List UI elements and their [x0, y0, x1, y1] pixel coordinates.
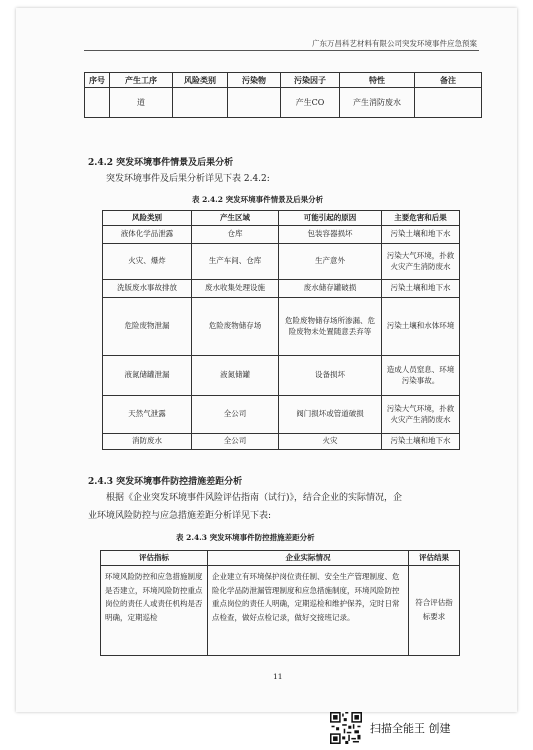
table-cell: 全公司: [192, 395, 279, 433]
table-row: [103, 433, 460, 449]
table-cell: 道: [110, 88, 173, 118]
table-cell: 全公司: [192, 433, 279, 449]
table-header-cell: 主要危害和后果: [382, 211, 460, 226]
table-cell: 仓库: [192, 225, 279, 243]
table-header-cell: 风险类别: [103, 211, 192, 226]
table-cell: [173, 88, 228, 118]
table-cell: 生产车间、仓库: [192, 243, 279, 279]
table-cell: 产生CO: [281, 88, 340, 118]
table-row: [103, 243, 460, 279]
table-cell: 液氮储罐泄漏: [103, 355, 192, 395]
table-cell: 危险废物储存场所渗漏、危险废物未处置随意丢弃等: [279, 297, 382, 355]
table-cell: 生产意外: [279, 243, 382, 279]
table-cell: 污染大气环境，扑救火灾产生消防废水: [382, 243, 460, 279]
section-intro-2-4-2: 突发环境事件及后果分析详见下表 2.4.2:: [106, 174, 270, 184]
table-cell: 污染大气环境，扑救火灾产生消防废水: [382, 395, 460, 433]
table-header-cell: 产生工序: [110, 73, 173, 88]
table-cell: 污染土壤和地下水: [382, 279, 460, 297]
table-cell: 环境风险防控和应急措施制度是否建立，环境风险防控重点岗位的责任人或责任机构是否明确，定期巡检: [101, 565, 208, 655]
table-cell: 污染土壤和地下水: [382, 225, 460, 243]
table-row: [103, 395, 460, 433]
running-header: 广东万昌科艺材料有限公司突发环境事件应急预案: [312, 39, 477, 48]
qr-code-icon: [330, 712, 362, 744]
section-intro-2-4-3-line2: 业环境风险防控与应急措施差距分析详见下表:: [88, 511, 272, 521]
table-cell: 废水储存罐破损: [279, 279, 382, 297]
table-cell: 危险废物储存场: [192, 297, 279, 355]
table-cell: 消防废水: [103, 433, 192, 449]
table-row: [85, 88, 482, 118]
table-cell: 洗版废水事故排放: [103, 279, 192, 297]
table-header-row: [103, 211, 460, 226]
table-cell: 污染土壤和地下水: [382, 433, 460, 449]
table-cell: 企业建立有环境保护岗位责任制、安全生产管理制度、危险化学品防泄漏管理制度和应急措施制度，环境风险防控重点岗位的责任人明确，定期巡检和维护保养，定时日常点检查，做好点检记录，做好交接班记录。: [208, 565, 409, 655]
table-header-cell: 序号: [85, 73, 110, 88]
scanner-watermark: [330, 712, 451, 744]
table-row: [103, 297, 460, 355]
table-cell: 火灾: [279, 433, 382, 449]
table-header-cell: 备注: [415, 73, 482, 88]
table-header-cell: 污染物: [228, 73, 281, 88]
table-cell: 符合评估指标要求: [409, 565, 460, 655]
section-heading-2-4-3: 2.4.3 突发环境事件防控措施差距分析: [88, 477, 243, 487]
table-cell: 造成人员窒息、环境污染事故。: [382, 355, 460, 395]
header-rule: [84, 50, 479, 51]
table-cell: 液体化学品泄露: [103, 225, 192, 243]
table-row: [103, 279, 460, 297]
table-header-cell: 污染因子: [281, 73, 340, 88]
table-caption-2-4-2: 表 2.4.2 突发环境事件情景及后果分析: [192, 195, 324, 204]
table-row: [103, 225, 460, 243]
table-cell: 包装容器损坏: [279, 225, 382, 243]
table-header-cell: 评估结果: [409, 551, 460, 566]
table-header-cell: 企业实际情况: [208, 551, 409, 566]
table-cell: 液氮储罐: [192, 355, 279, 395]
table-header-cell: 可能引起的原因: [279, 211, 382, 226]
gap-analysis-table: [100, 550, 460, 656]
table-header-row: [85, 73, 482, 88]
document-page: [16, 8, 517, 712]
scenario-consequence-table: [102, 210, 460, 450]
table-cell: 产生消防废水: [340, 88, 415, 118]
table-cell: 污染土壤和水体环境: [382, 297, 460, 355]
table-header-cell: 评估指标: [101, 551, 208, 566]
scanner-brand-label: 扫描全能王 创建: [370, 722, 451, 735]
table-cell: 火灾、爆炸: [103, 243, 192, 279]
table-row: [101, 565, 460, 655]
table-header-row: [101, 551, 460, 566]
table-cell: [415, 88, 482, 118]
continued-risk-table: [84, 72, 482, 118]
table-row: [103, 355, 460, 395]
table-cell: 阀门损坏或管道破损: [279, 395, 382, 433]
page-number: 11: [273, 672, 283, 681]
table-cell: 天然气泄露: [103, 395, 192, 433]
table-cell: [85, 88, 110, 118]
table-header-cell: 风险类别: [173, 73, 228, 88]
table-cell: 危险废物泄漏: [103, 297, 192, 355]
section-intro-2-4-3-line1: 根据《企业突发环境事件风险评估指南（试行)》，结合企业的实际情况，企: [106, 493, 403, 503]
section-heading-2-4-2: 2.4.2 突发环境事件情景及后果分析: [88, 158, 234, 168]
table-cell: 设备损坏: [279, 355, 382, 395]
table-caption-2-4-3: 表 2.4.3 突发环境事件防控措施差距分析: [176, 533, 315, 542]
table-header-cell: 产生区域: [192, 211, 279, 226]
table-cell: 废水收集处理设施: [192, 279, 279, 297]
table-header-cell: 特性: [340, 73, 415, 88]
table-cell: [228, 88, 281, 118]
